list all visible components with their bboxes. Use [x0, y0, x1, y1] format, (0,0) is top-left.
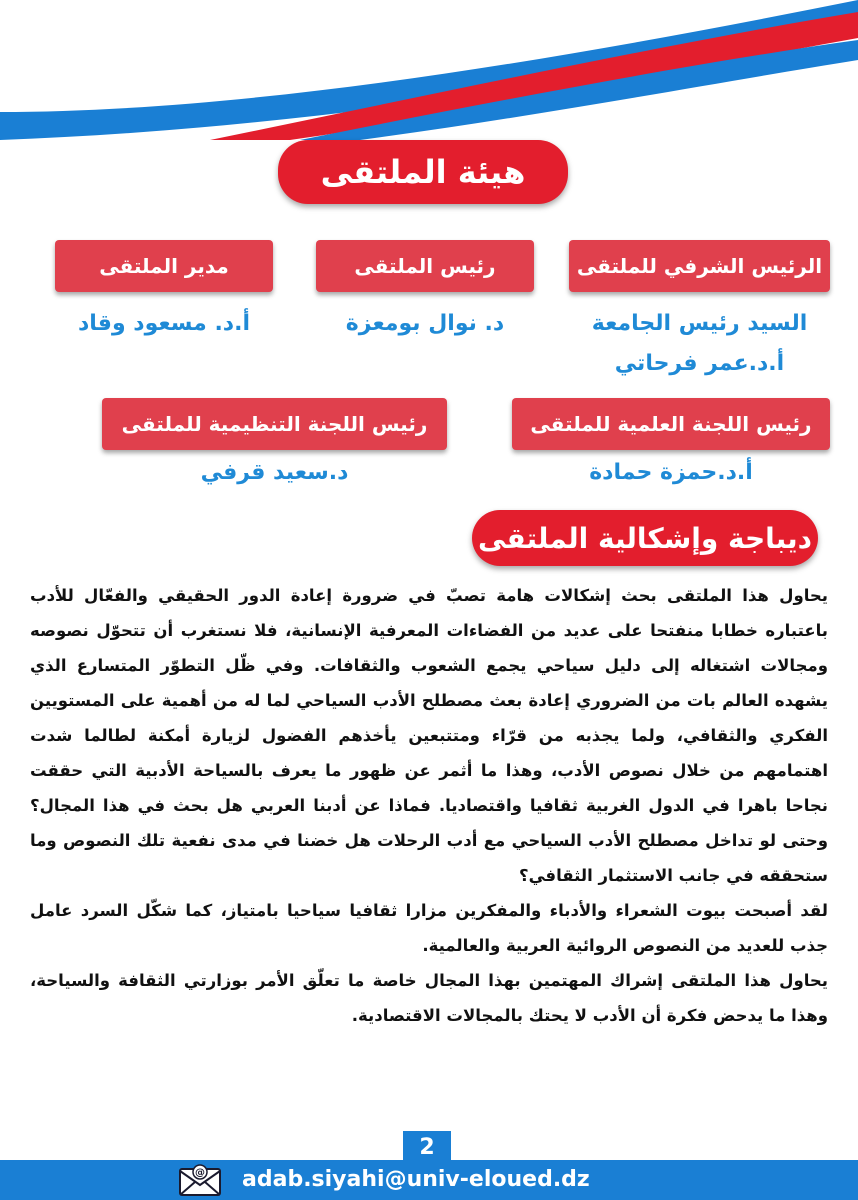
- scientific-committee-label: رئيس اللجنة العلمية للملتقى: [512, 398, 830, 450]
- page-number: 2: [403, 1131, 451, 1163]
- svg-text:@: @: [195, 1167, 205, 1179]
- organizing-committee-label: رئيس اللجنة التنظيمية للملتقى: [102, 398, 447, 450]
- header-swoosh-decoration: [0, 0, 858, 140]
- preamble-paragraph-3: يحاول هذا الملتقى إشراك المهتمين بهذا المجال خاصة ما تعلّق الأمر بوزارتي الثقافة والسياحة، وهذا ما يدحض فكرة أن الأدب لا يحتك بالمجالات الاقتصادية.: [30, 971, 828, 1025]
- preamble-paragraph-2: لقد أصبحت بيوت الشعراء والأدباء والمفكرين مزارا ثقافيا سياحيا بامتياز، كما شكّل السرد عامل جذب للعديد من النصوص الروائية العربية والعالمية.: [30, 901, 828, 955]
- honorary-president-name: أ.د.عمر فرحاتي: [614, 351, 785, 376]
- contact-email[interactable]: adab.siyahi@univ-eloued.dz: [242, 1167, 590, 1192]
- forum-president-label: رئيس الملتقى: [316, 240, 534, 292]
- forum-director-name: أ.د. مسعود وقاد: [77, 311, 250, 336]
- preamble-paragraph-1: يحاول هذا الملتقى بحث إشكالات هامة تصبّ في ضرورة إعادة الدور الحقيقي والفعّال للأدب باعتباره خطابا منفتحا على عديد من الفضاءات المعرفية الإنسانية، فلا نستغرب أن تتحوّل نصوصه ومجالات اشتغاله إلى دليل سياحي يجمع الشعوب والثقافات. وفي ظّل التطوّر المتسارع الذي يشهده العالم بات من الضروري إعادة بعث مصطلح الأدب السياحي لما له من أهمية على المستويين الفكري والثقافي، ولما يجذبه من قرّاء ومتتبعين يأخذهم الفضول لزيارة أمكنة لطالما شدت اهتمامهم من خلال نصوص الأدب، وهذا ما أثمر عن ظهور ما يعرف بالسياحة الأدبية التي حققت نجاحا باهرا في الدول الغربية ثقافيا واقتصاديا. فماذا عن أدبنا العربي هل بحث في هذا المجال؟ وحتى لو تداخل مصطلح الأدب السياحي مع أدب الرحلات هل خضنا في مدى نفعية تلك النصوص وما ستحققه في جانب الاستثمار الثقافي؟: [30, 586, 828, 885]
- forum-director-label: مدير الملتقى: [55, 240, 273, 292]
- page-title: هيئة الملتقى: [278, 140, 568, 204]
- forum-president-name: د. نوال بومعزة: [345, 311, 505, 336]
- scientific-committee-name: أ.د.حمزة حمادة: [589, 460, 753, 485]
- section-title: ديباجة وإشكالية الملتقى: [472, 510, 818, 566]
- envelope-icon: [178, 1163, 222, 1197]
- organizing-committee-name: د.سعيد قرفي: [200, 460, 349, 485]
- honorary-president-title: السيد رئيس الجامعة: [591, 311, 808, 336]
- honorary-president-label: الرئيس الشرفي للملتقى: [569, 240, 830, 292]
- preamble-body: [30, 578, 828, 1033]
